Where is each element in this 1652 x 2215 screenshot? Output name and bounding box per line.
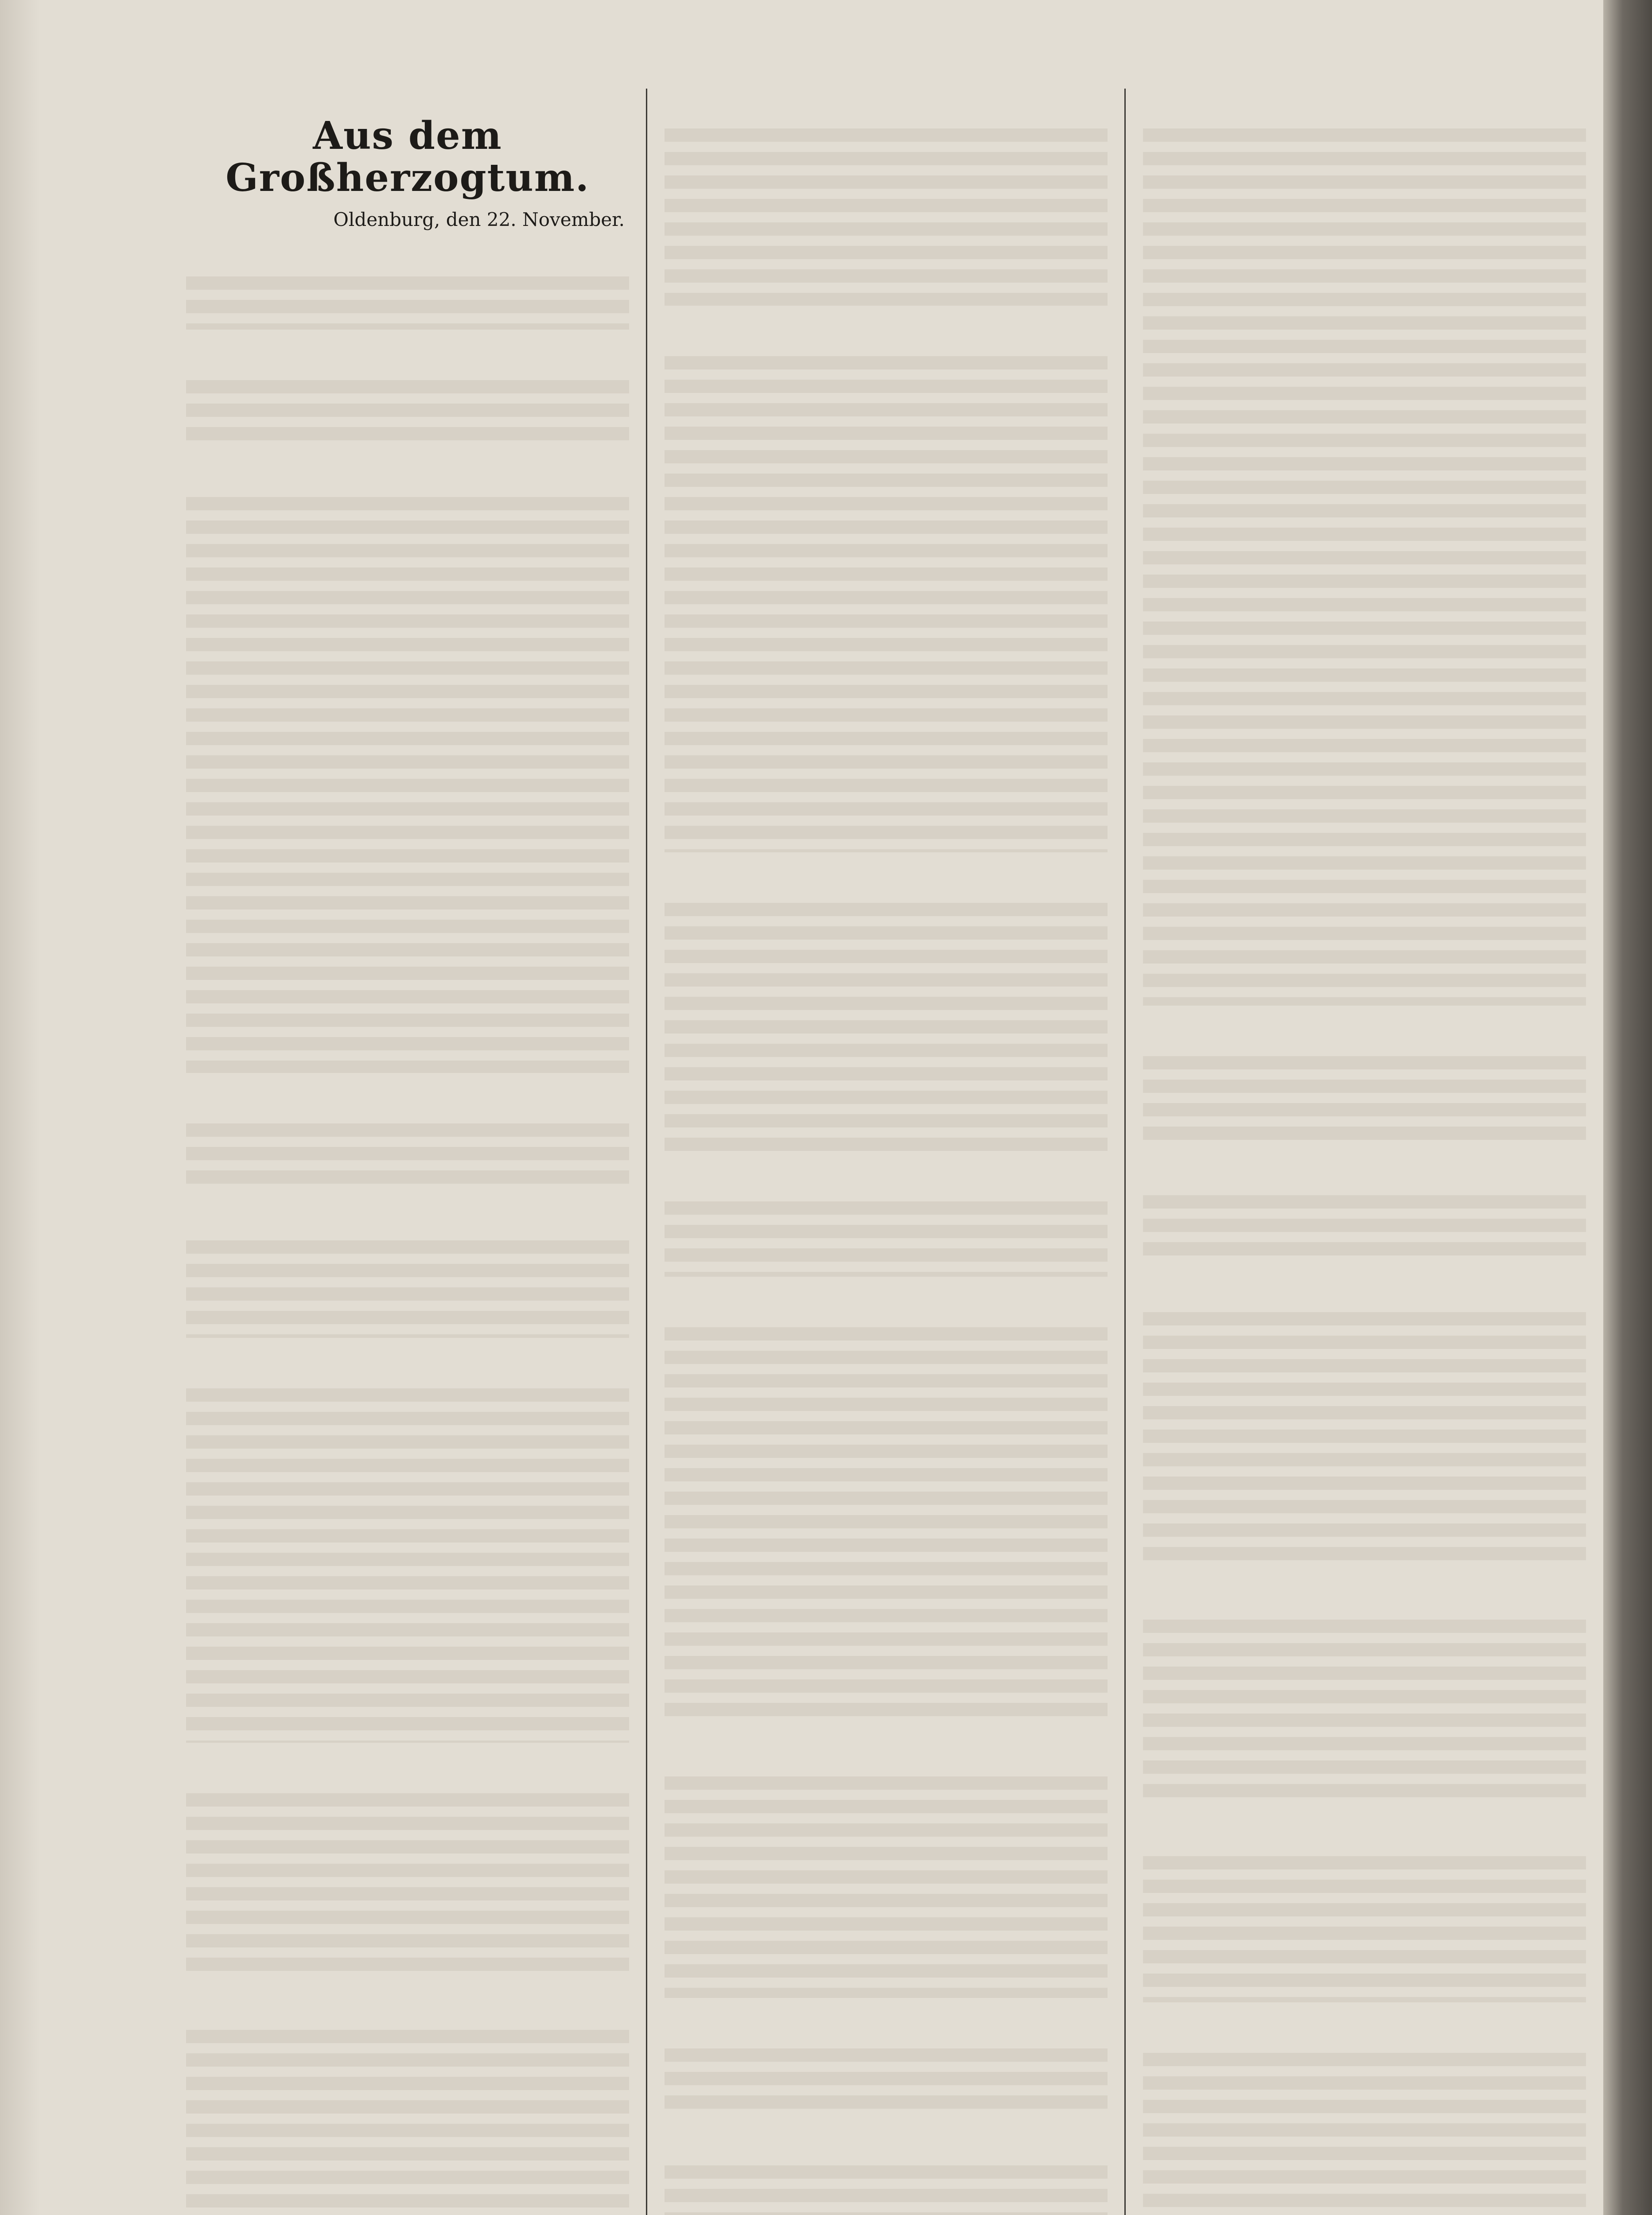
article [186, 1994, 629, 2215]
article-text-block [186, 1793, 629, 1979]
column-rule [646, 89, 647, 2215]
article [665, 1166, 1108, 1277]
article [665, 93, 1108, 306]
article-text-block [186, 1240, 629, 1338]
article-text-block [186, 276, 629, 330]
article-text-block [665, 356, 1108, 852]
article-text [186, 1088, 629, 1123]
article-text-block [1143, 1620, 1586, 1806]
article [186, 462, 629, 1073]
page-fold-shadow [0, 0, 40, 2215]
article-text-block [1143, 128, 1586, 1006]
article-text [665, 321, 1108, 356]
article-text-block [665, 1776, 1108, 1998]
article [1143, 1821, 1586, 2002]
article-text [1143, 1160, 1586, 1195]
article [186, 1088, 629, 1190]
column-2 [665, 89, 1108, 2215]
article-text [186, 1758, 629, 1793]
article [1143, 1160, 1586, 1262]
column-3 [1143, 89, 1586, 2215]
article-text-block [1143, 1195, 1586, 1262]
article [665, 2130, 1108, 2215]
article-text-block [186, 2030, 629, 2215]
article-text [1143, 93, 1586, 128]
article-text [186, 1994, 629, 2030]
article-text [186, 345, 629, 380]
article-text-block [186, 1123, 629, 1190]
article-text [1143, 2017, 1586, 2053]
article-text-block [186, 380, 629, 447]
article [665, 1292, 1108, 1726]
article [186, 1758, 629, 1979]
article-text-block [665, 903, 1108, 1151]
article-text [186, 1205, 629, 1240]
article [1143, 1584, 1586, 1806]
article [1143, 1021, 1586, 1145]
article-text-block [1143, 1312, 1586, 1569]
article-text [665, 93, 1108, 128]
article-text-block [665, 1201, 1108, 1277]
section-title: Aus dem Großherzogtum. [225, 113, 590, 200]
article-text [665, 2013, 1108, 2048]
column-rule [1124, 89, 1126, 2215]
article-text-block [665, 2048, 1108, 2115]
dateline: Oldenburg, den 22. November. [333, 209, 625, 231]
article-text [1143, 1021, 1586, 1056]
article [186, 241, 629, 330]
article-text [665, 1741, 1108, 1776]
article-text [1143, 1277, 1586, 1312]
article [1143, 2017, 1586, 2215]
article-text [665, 1292, 1108, 1327]
article-text-block [665, 128, 1108, 306]
binding-gutter [1603, 0, 1652, 2215]
article-text-block [1143, 2053, 1586, 2215]
article [665, 321, 1108, 852]
article-text-block [186, 497, 629, 1073]
article [186, 1205, 629, 1338]
article [1143, 1277, 1586, 1569]
article-text-block [186, 1388, 629, 1743]
article-text [1143, 1821, 1586, 1856]
article-text [665, 2130, 1108, 2165]
article [665, 867, 1108, 1151]
text-area [186, 89, 1586, 2215]
article-text-block [665, 1327, 1108, 1726]
article [665, 1741, 1108, 1998]
article-text-block [1143, 1056, 1586, 1145]
article-text [665, 1166, 1108, 1201]
article [1143, 93, 1586, 1006]
article-text [186, 241, 629, 276]
article-text [1143, 1584, 1586, 1620]
article-text-block [1143, 1856, 1586, 2002]
article-text [186, 1353, 629, 1388]
article [186, 345, 629, 447]
article [186, 1353, 629, 1743]
article [665, 2013, 1108, 2115]
column-1 [186, 89, 629, 2215]
article-text [665, 867, 1108, 903]
article-text-block [665, 2165, 1108, 2215]
article-text [186, 462, 629, 497]
